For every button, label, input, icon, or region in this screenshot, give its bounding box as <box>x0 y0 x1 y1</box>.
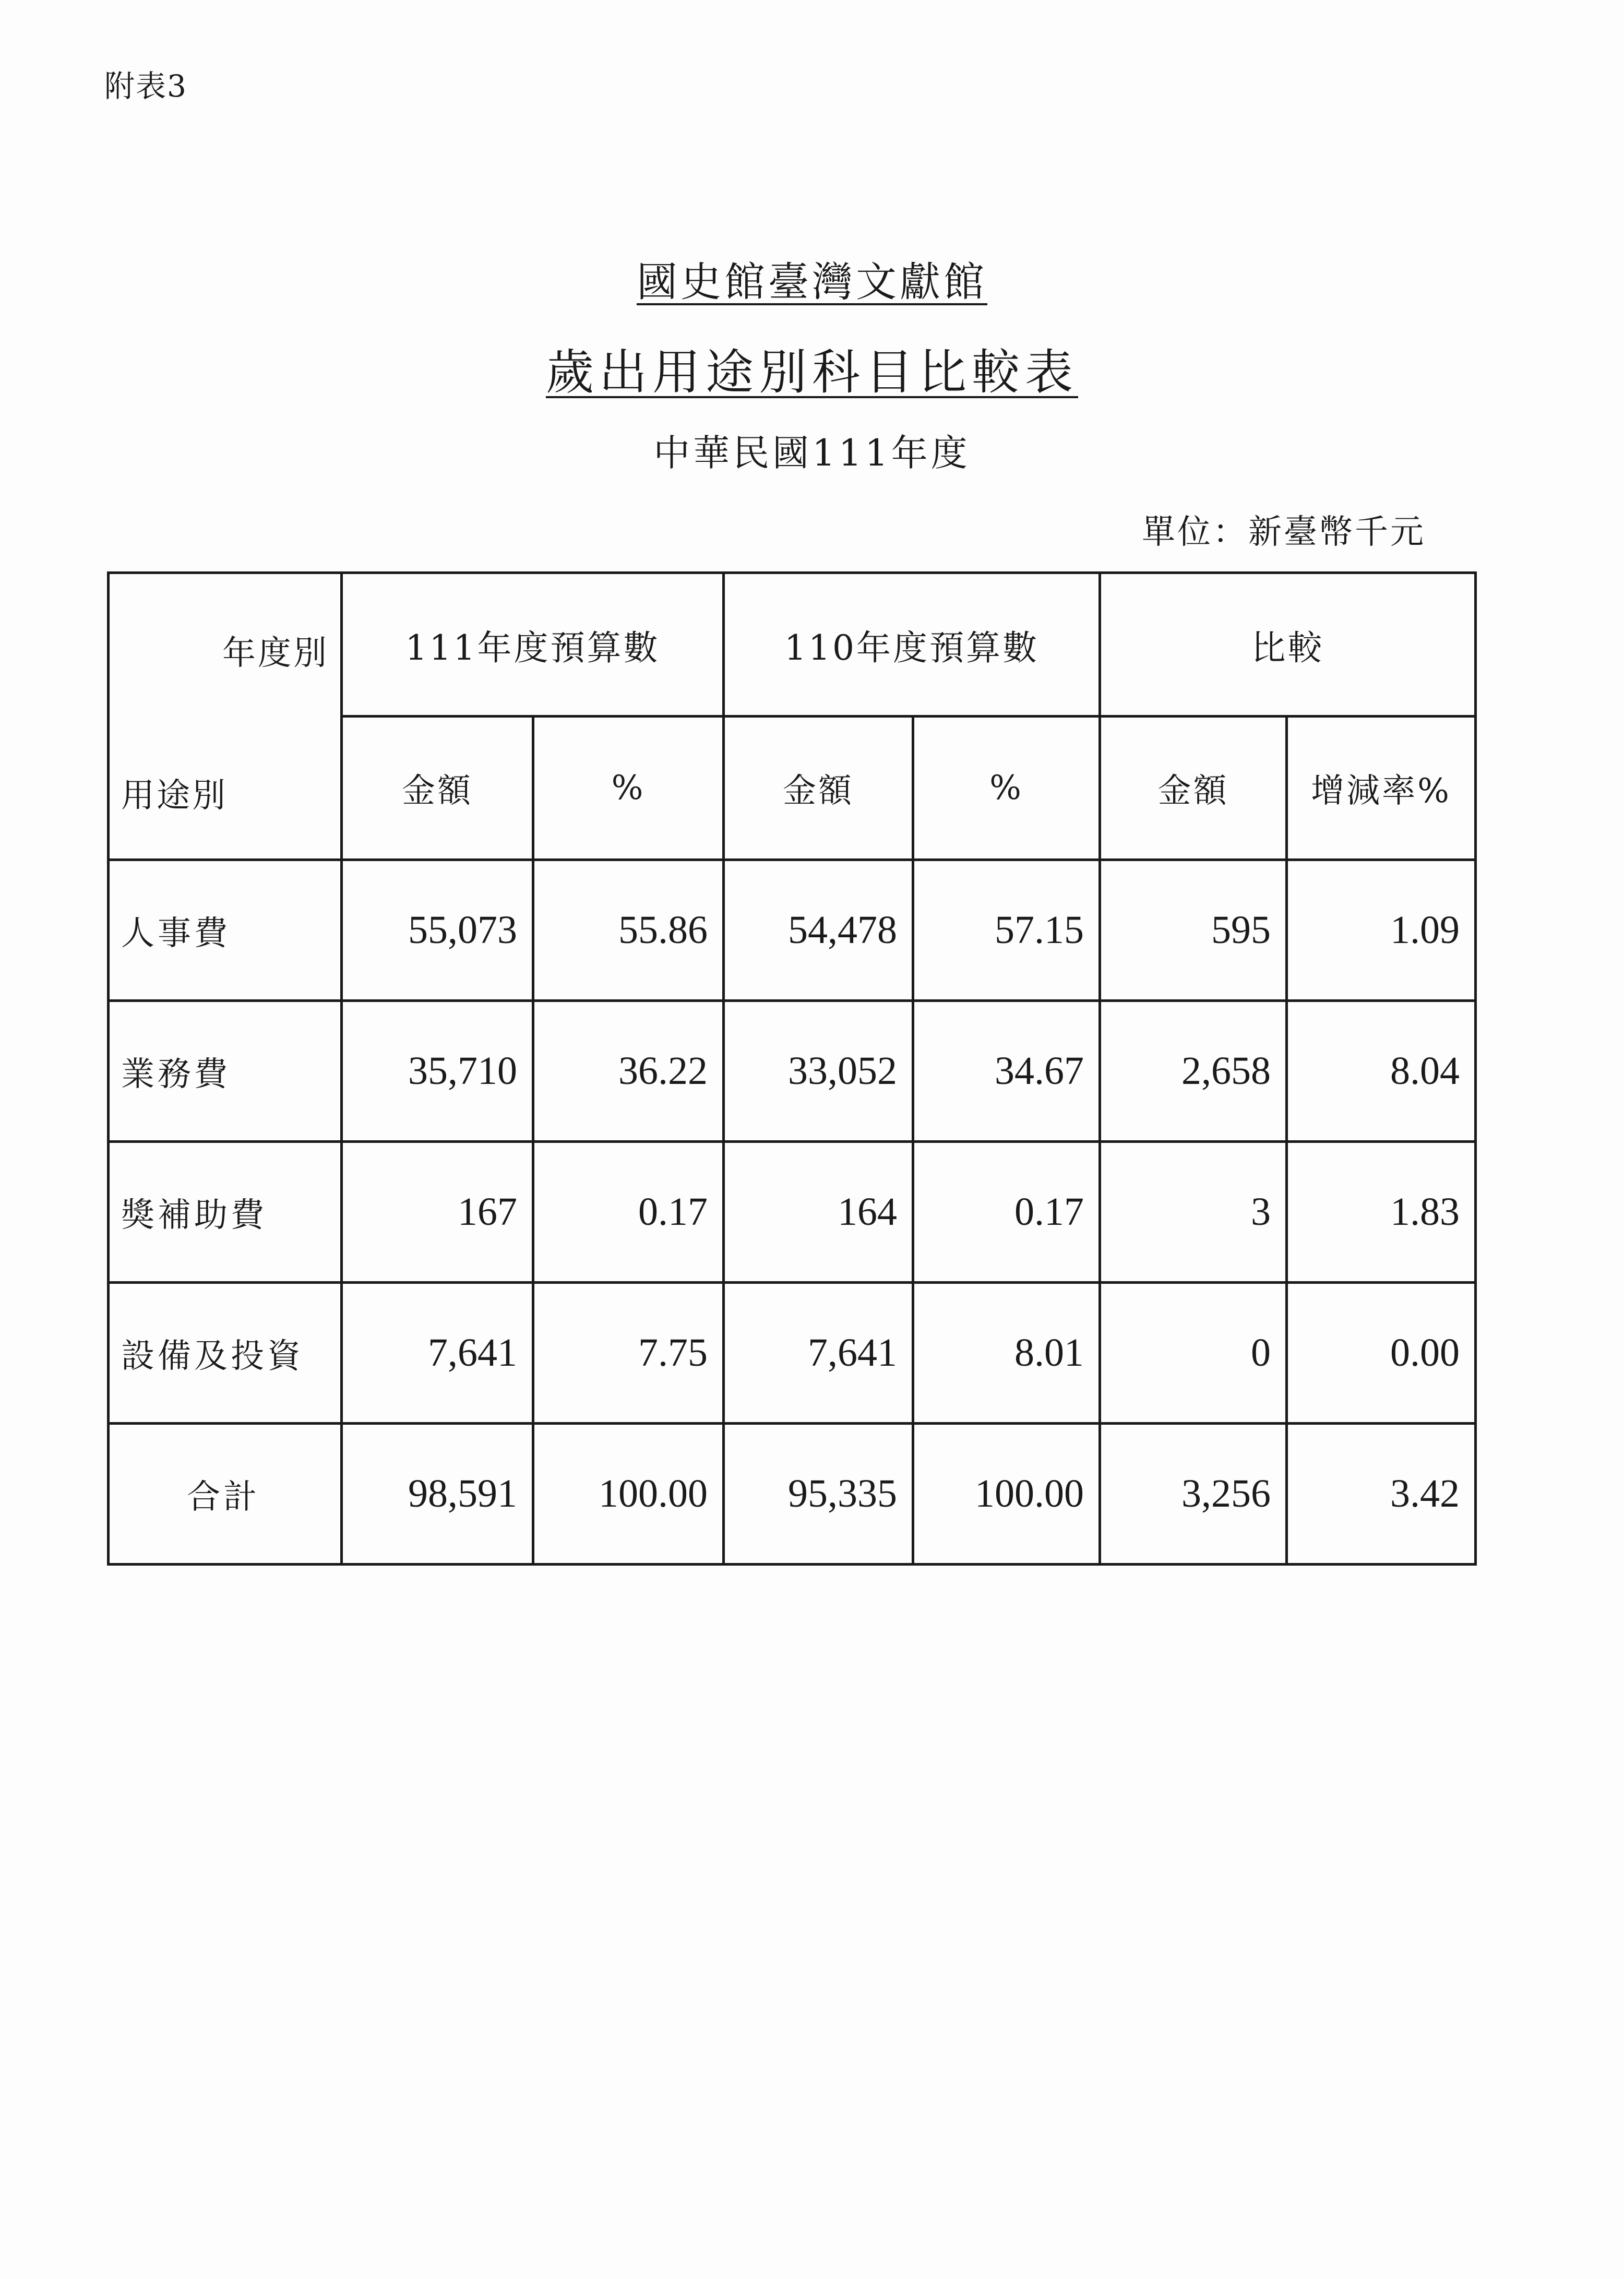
table-row <box>109 1283 1476 1424</box>
cell-amount-110: 7,641 <box>724 1283 913 1424</box>
subheader-change-rate: 增減率% <box>1287 717 1476 860</box>
table-title <box>0 334 1624 403</box>
organization-title-text: 國史館臺灣文獻館 <box>636 259 987 306</box>
group-header-110-budget: 110年度預算數 <box>724 573 1100 717</box>
subheader-amount: 金額 <box>1100 717 1287 860</box>
cell-change-rate: 1.83 <box>1287 1142 1476 1283</box>
cell-percent-111: 7.75 <box>533 1283 724 1424</box>
cell-percent-111: 55.86 <box>533 860 724 1001</box>
organization-title <box>0 249 1624 308</box>
cell-diff-amount: 2,658 <box>1100 1001 1287 1142</box>
cell-amount-110: 33,052 <box>724 1001 913 1142</box>
subheader-amount: 金額 <box>724 717 913 860</box>
group-header-comparison: 比較 <box>1100 573 1476 717</box>
attachment-label: 附表3 <box>104 68 187 104</box>
cell-change-rate: 8.04 <box>1287 1001 1476 1142</box>
cell-percent-110: 57.15 <box>913 860 1100 1001</box>
row-label: 業務費 <box>109 1001 342 1142</box>
subheader-amount: 金額 <box>342 717 533 860</box>
header-row-groups <box>109 573 1476 717</box>
corner-header-category: 用途別 <box>121 777 228 815</box>
cell-percent-110: 0.17 <box>913 1142 1100 1283</box>
cell-amount-111: 55,073 <box>342 860 533 1001</box>
cell-percent-110: 100.00 <box>913 1424 1100 1565</box>
cell-percent-111: 36.22 <box>533 1001 724 1142</box>
cell-amount-111: 98,591 <box>342 1424 533 1565</box>
cell-percent-111: 100.00 <box>533 1424 724 1565</box>
table-row <box>109 1001 1476 1142</box>
fiscal-year: 中華民國111年度 <box>653 432 971 474</box>
cell-diff-amount: 595 <box>1100 860 1287 1001</box>
cell-amount-111: 167 <box>342 1142 533 1283</box>
cell-percent-111: 0.17 <box>533 1142 724 1283</box>
row-label: 人事費 <box>109 860 342 1001</box>
subheader-percent: % <box>533 717 724 860</box>
cell-amount-110: 164 <box>724 1142 913 1283</box>
cell-amount-110: 54,478 <box>724 860 913 1001</box>
table-title-text: 歲出用途別科目比較表 <box>545 344 1078 400</box>
cell-amount-110: 95,335 <box>724 1424 913 1565</box>
total-row <box>109 1424 1476 1565</box>
table-row <box>109 860 1476 1001</box>
cell-change-rate: 3.42 <box>1287 1424 1476 1565</box>
table-row <box>109 1142 1476 1283</box>
cell-change-rate: 1.09 <box>1287 860 1476 1001</box>
cell-amount-111: 35,710 <box>342 1001 533 1142</box>
cell-diff-amount: 3 <box>1100 1142 1287 1283</box>
cell-diff-amount: 3,256 <box>1100 1424 1287 1565</box>
unit-label: 單位：新臺幣千元 <box>1142 513 1426 552</box>
corner-header-year: 年度別 <box>222 634 329 673</box>
cell-percent-110: 8.01 <box>913 1283 1100 1424</box>
group-header-111-budget: 111年度預算數 <box>342 573 724 717</box>
budget-comparison-table <box>107 571 1477 1566</box>
corner-header-cell <box>109 573 342 860</box>
row-label: 獎補助費 <box>109 1142 342 1283</box>
cell-amount-111: 7,641 <box>342 1283 533 1424</box>
cell-change-rate: 0.00 <box>1287 1283 1476 1424</box>
subheader-percent: % <box>913 717 1100 860</box>
cell-diff-amount: 0 <box>1100 1283 1287 1424</box>
total-label: 合計 <box>109 1424 342 1565</box>
cell-percent-110: 34.67 <box>913 1001 1100 1142</box>
row-label: 設備及投資 <box>109 1283 342 1424</box>
